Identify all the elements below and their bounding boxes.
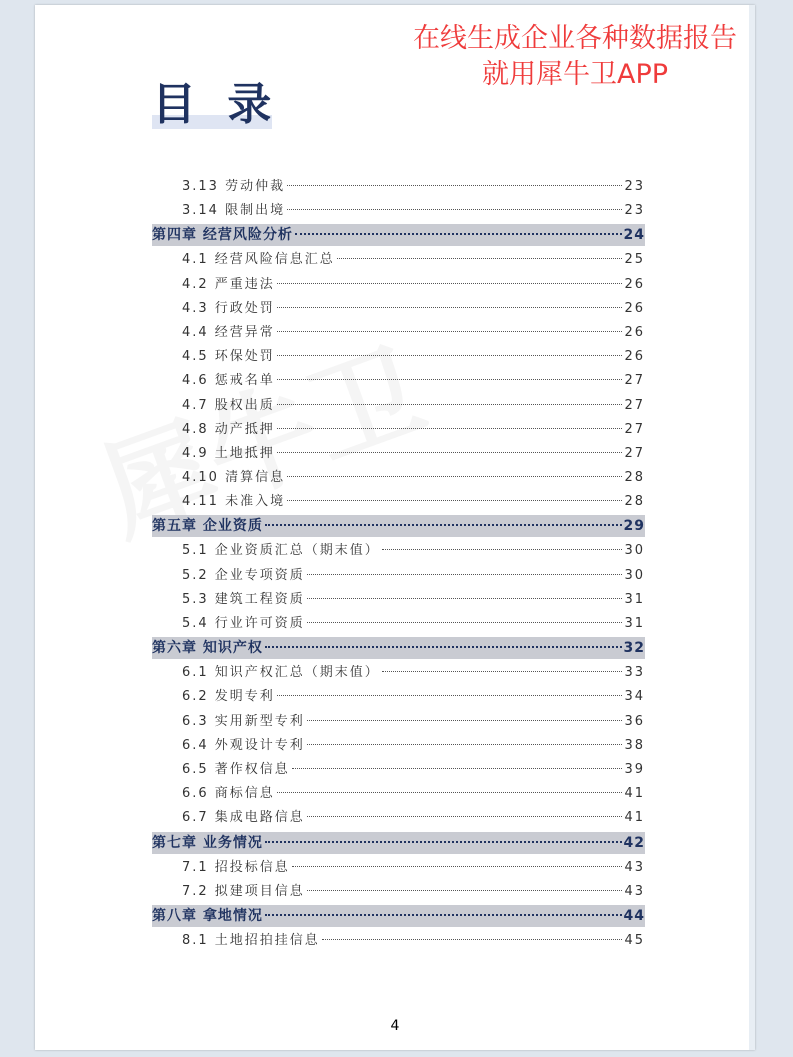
toc-leader-dots	[287, 185, 622, 186]
toc-leader-dots	[277, 404, 623, 405]
toc-entry-label: 6.1 知识产权汇总（期末值）	[182, 665, 380, 681]
toc-leader-dots	[292, 768, 623, 769]
toc-section-entry[interactable]	[152, 321, 645, 345]
toc-entry-label: 第八章 拿地情况	[152, 907, 263, 924]
toc-section-entry[interactable]	[152, 685, 645, 709]
toc-chapter-entry[interactable]	[152, 832, 645, 854]
toc-chapter-entry[interactable]	[152, 637, 645, 659]
toc-leader-dots	[265, 914, 622, 916]
toc-section-entry[interactable]	[152, 369, 645, 393]
page-number: 4	[390, 1018, 400, 1034]
toc-entry-page: 42	[623, 834, 645, 851]
toc-entry-page: 24	[623, 227, 645, 244]
toc-entry-page: 28	[624, 470, 645, 486]
toc-entry-label: 4.3 行政处罚	[182, 300, 275, 316]
toc-leader-dots	[277, 307, 623, 308]
table-of-contents	[152, 175, 645, 953]
promo-line-1: 在线生成企业各种数据报告	[413, 23, 737, 54]
toc-section-entry[interactable]	[152, 418, 645, 442]
toc-leader-dots	[277, 428, 623, 429]
toc-section-entry[interactable]	[152, 710, 645, 734]
toc-entry-page: 31	[624, 591, 645, 607]
toc-section-entry[interactable]	[152, 248, 645, 272]
document-page	[35, 5, 755, 1050]
toc-section-entry[interactable]	[152, 806, 645, 830]
toc-section-entry[interactable]	[152, 734, 645, 758]
toc-entry-label: 4.7 股权出质	[182, 397, 275, 413]
toc-section-entry[interactable]	[152, 273, 645, 297]
toc-leader-dots	[277, 331, 623, 332]
toc-section-entry[interactable]	[152, 297, 645, 321]
toc-leader-dots	[307, 890, 623, 891]
toc-leader-dots	[307, 720, 623, 721]
toc-entry-page: 25	[624, 252, 645, 268]
toc-leader-dots	[265, 524, 622, 526]
toc-leader-dots	[322, 939, 623, 940]
toc-entry-page: 45	[624, 932, 645, 948]
toc-entry-label: 6.7 集成电路信息	[182, 810, 305, 826]
toc-entry-page: 44	[623, 907, 645, 924]
toc-leader-dots	[382, 671, 623, 672]
toc-leader-dots	[287, 500, 622, 501]
toc-section-entry[interactable]	[152, 539, 645, 563]
page-edge-stripe	[749, 5, 755, 1050]
toc-leader-dots	[277, 355, 623, 356]
toc-leader-dots	[292, 866, 623, 867]
toc-leader-dots	[337, 258, 623, 259]
toc-section-entry[interactable]	[152, 466, 645, 490]
toc-entry-label: 5.1 企业资质汇总（期末值）	[182, 543, 380, 559]
page-title: 目 录	[152, 79, 280, 130]
toc-entry-page: 39	[624, 761, 645, 777]
toc-entry-label: 第四章 经营风险分析	[152, 227, 293, 244]
toc-entry-label: 3.13 劳动仲裁	[182, 179, 286, 194]
toc-entry-label: 4.1 经营风险信息汇总	[182, 252, 335, 268]
toc-leader-dots	[307, 816, 623, 817]
toc-chapter-entry[interactable]	[152, 515, 645, 537]
toc-entry-label: 7.2 拟建项目信息	[182, 883, 305, 899]
toc-entry-label: 4.5 环保处罚	[182, 349, 275, 365]
toc-entry-page: 30	[624, 567, 645, 583]
toc-entry-page: 41	[624, 810, 645, 826]
toc-entry-page: 36	[624, 713, 645, 729]
toc-entry-label: 3.14 限制出境	[182, 203, 286, 219]
toc-entry-page: 31	[624, 616, 645, 631]
toc-leader-dots	[307, 598, 623, 599]
toc-leader-dots	[307, 622, 623, 623]
toc-entry-page: 28	[624, 494, 645, 510]
toc-entry-page: 38	[624, 737, 645, 753]
toc-entry-page: 26	[624, 349, 645, 365]
toc-entry-label: 4.9 土地抵押	[182, 445, 275, 461]
promo-banner	[405, 21, 745, 93]
toc-section-entry[interactable]	[152, 758, 645, 782]
toc-leader-dots	[295, 233, 622, 235]
toc-entry-page: 26	[624, 300, 645, 316]
toc-entry-page: 43	[624, 859, 645, 875]
toc-entry-label: 4.8 动产抵押	[182, 421, 275, 437]
toc-leader-dots	[265, 841, 622, 843]
toc-section-entry[interactable]	[152, 564, 645, 588]
toc-entry-label: 5.4 行业许可资质	[182, 616, 305, 631]
toc-entry-label: 6.4 外观设计专利	[182, 737, 305, 753]
toc-leader-dots	[382, 549, 623, 550]
toc-entry-label: 5.2 企业专项资质	[182, 567, 305, 583]
toc-entry-page: 27	[624, 397, 645, 413]
toc-entry-label: 7.1 招投标信息	[182, 859, 290, 875]
toc-section-entry[interactable]	[152, 394, 645, 418]
promo-line-2: 就用犀牛卫APP	[481, 59, 669, 90]
toc-entry-page: 23	[624, 203, 645, 219]
toc-entry-page: 26	[624, 276, 645, 292]
toc-entry-label: 5.3 建筑工程资质	[182, 591, 305, 607]
toc-section-entry[interactable]	[152, 588, 645, 612]
toc-entry-page: 43	[624, 883, 645, 899]
toc-section-entry[interactable]	[152, 856, 645, 880]
toc-leader-dots	[307, 744, 623, 745]
toc-entry-label: 4.2 严重违法	[182, 276, 275, 292]
toc-entry-page: 34	[624, 689, 645, 705]
toc-leader-dots	[287, 476, 622, 477]
toc-leader-dots	[287, 209, 622, 210]
toc-section-entry[interactable]	[152, 612, 645, 636]
toc-entry-page: 26	[624, 324, 645, 340]
toc-section-entry[interactable]	[152, 442, 645, 466]
toc-entry-label: 4.6 惩戒名单	[182, 373, 275, 389]
toc-entry-page: 23	[624, 179, 645, 194]
toc-entry-page: 29	[623, 518, 645, 535]
toc-leader-dots	[265, 646, 622, 648]
toc-section-entry[interactable]	[152, 661, 645, 685]
toc-entry-page: 30	[624, 543, 645, 559]
toc-entry-label: 8.1 土地招拍挂信息	[182, 932, 320, 948]
toc-section-entry[interactable]	[152, 345, 645, 369]
toc-entry-label: 4.10 清算信息	[182, 470, 286, 486]
toc-leader-dots	[307, 574, 623, 575]
toc-entry-page: 33	[624, 665, 645, 681]
toc-leader-dots	[277, 792, 623, 793]
toc-entry-label: 6.2 发明专利	[182, 689, 275, 705]
toc-entry-page: 27	[624, 445, 645, 461]
toc-leader-dots	[277, 452, 623, 453]
toc-section-entry[interactable]	[152, 782, 645, 806]
toc-entry-label: 4.11 未准入境	[182, 494, 286, 510]
toc-entry-label: 4.4 经营异常	[182, 324, 275, 340]
toc-entry-page: 27	[624, 373, 645, 389]
toc-entry-label: 6.6 商标信息	[182, 786, 275, 802]
toc-entry-page: 41	[624, 786, 645, 802]
toc-section-entry[interactable]	[152, 490, 645, 514]
toc-entry-page: 27	[624, 421, 645, 437]
toc-entry-label: 第五章 企业资质	[152, 518, 263, 535]
toc-leader-dots	[277, 695, 623, 696]
toc-section-entry[interactable]	[152, 880, 645, 904]
toc-entry-label: 第七章 业务情况	[152, 834, 263, 851]
toc-leader-dots	[277, 283, 623, 284]
toc-leader-dots	[277, 379, 623, 380]
toc-chapter-entry[interactable]	[152, 224, 645, 246]
toc-section-entry[interactable]	[152, 199, 645, 223]
toc-section-entry[interactable]	[152, 175, 645, 199]
toc-entry-label: 6.5 著作权信息	[182, 761, 290, 777]
toc-title-block	[152, 77, 279, 133]
toc-entry-label: 6.3 实用新型专利	[182, 713, 305, 729]
toc-entry-label: 第六章 知识产权	[152, 640, 263, 657]
toc-section-entry[interactable]	[152, 929, 645, 953]
toc-entry-page: 32	[623, 640, 645, 657]
toc-chapter-entry[interactable]	[152, 905, 645, 927]
